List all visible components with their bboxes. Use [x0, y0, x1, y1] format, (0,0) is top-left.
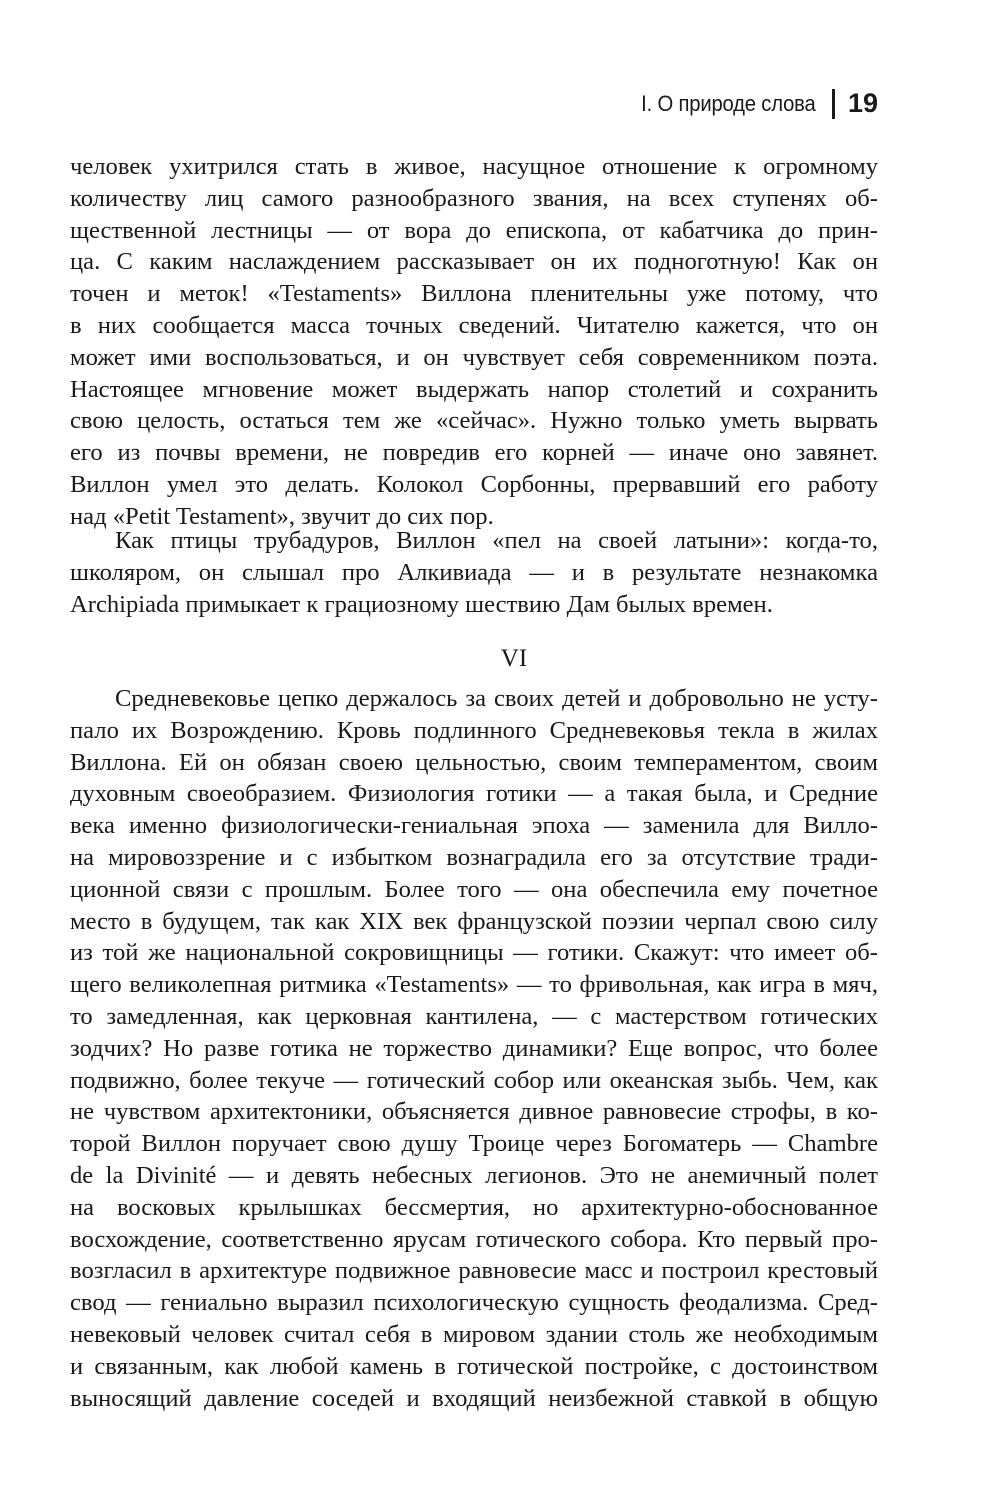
text-line: восхождение, соответственно ярусам готического собора. Кто первый про-	[70, 1225, 878, 1253]
text-line: торой Виллон поручает свою душу Троице через Богоматерь — Chambre	[70, 1130, 878, 1158]
text-line: человек ухитрился стать в живое, насущное отношение к огромному	[70, 153, 878, 180]
text-line: из той же национальной сокровищницы — готики. Скажут: что имеет об-	[70, 939, 878, 967]
text-line: Виллон умел это делать. Колокол Сорбонны, прервавший его работу	[70, 470, 878, 498]
text-line: то замедленная, как церковная кантилена, — с мастерством готических	[70, 1002, 878, 1030]
text-line: свою целость, остаться тем же «сейчас». Нужно только уметь вырвать	[70, 407, 878, 435]
text-line: выносящий давление соседей и входящий неизбежной ставкой в общую	[70, 1384, 878, 1412]
text-line: место в будущем, так как XIX век французской поэзии черпал свою силу	[70, 907, 878, 935]
text-line: Средневековье цепко держалось за своих детей и добровольно не усту-	[115, 685, 878, 712]
text-line: возгласил в архитектуре подвижное равновесие масс и построил крестовый	[70, 1257, 878, 1285]
text-line: школяром, он слышал про Алкивиада — и в результате незнакомка	[70, 558, 878, 586]
text-line: Archipiada примыкает к грациозному шествию Дам былых времен.	[70, 590, 773, 618]
text-line: Как птицы трубадуров, Виллон «пел на своей латыни»: когда-то,	[115, 527, 878, 554]
text-line: точен и меток! «Testaments» Виллона пленительны уже потому, что	[70, 280, 878, 308]
text-line: духовным своеобразием. Физиология готики — а такая была, и Средние	[70, 780, 878, 808]
text-line: зодчих? Но разве готика не торжество динамики? Еще вопрос, что более	[70, 1034, 878, 1062]
text-line: de la Divinité — и девять небесных легионов. Это не анемичный полет	[70, 1161, 878, 1189]
text-line: его из почвы времени, не повредив его корней — иначе оно завянет.	[70, 439, 878, 467]
paragraph-2	[70, 525, 878, 620]
running-head-divider	[832, 89, 835, 119]
text-line: количеству лиц самого разнообразного звания, на всех ступенях об-	[70, 184, 878, 212]
paragraph-3	[70, 683, 878, 1414]
text-line: Виллона. Ей он обязан своею цельностью, своим темпераментом, своим	[70, 748, 878, 776]
text-line: не чувством архитектоники, объясняется дивное равновесие строфы, в ко-	[70, 1098, 878, 1126]
text-line: над «Petit Testament», звучит до сих пор.	[70, 502, 494, 530]
text-line: подвижно, более текуче — готический собор или океанская зыбь. Чем, как	[70, 1066, 878, 1094]
text-line: ца. С каким наслаждением рассказывает он их подноготную! Как он	[70, 248, 878, 276]
text-line: в них сообщается масса точных сведений. Читателю кажется, что он	[70, 311, 878, 339]
text-line: щего великолепная ритмика «Testaments» — то фривольная, как игра в мяч,	[70, 971, 878, 999]
text-line: свод — гениально выразил психологическую сущность феодализма. Сред-	[70, 1289, 878, 1317]
text-line: щественной лестницы — от вора до епископа, от кабатчика до прин-	[70, 216, 878, 244]
text-line: невековый человек считал себя в мировом здании столь же необходимым	[70, 1320, 878, 1348]
text-line: на мировоззрение и с избытком вознаградила его за отсутствие тради-	[70, 843, 878, 871]
chapter-heading: VI	[500, 645, 528, 672]
text-line: ционной связи с прошлым. Более того — она обеспечила ему почетное	[70, 875, 878, 903]
text-line: может ими воспользоваться, и он чувствует себя современником поэта.	[70, 343, 878, 371]
text-line: Настоящее мгновение может выдержать напор столетий и сохранить	[70, 375, 878, 403]
running-head	[626, 88, 878, 119]
text-line: века именно физиологически-гениальная эпоха — заменила для Вилло-	[70, 812, 878, 840]
page-number: 19	[847, 88, 878, 118]
text-line: на восковых крылышках бессмертия, но архитектурно-обоснованное	[70, 1193, 878, 1221]
text-line: и связанным, как любой камень в готической постройке, с достоинством	[70, 1352, 878, 1380]
text-line: пало их Возрождению. Кровь подлинного Средневековья текла в жилах	[70, 716, 878, 744]
running-head-title: I. О природе слова	[641, 90, 816, 116]
paragraph-1	[70, 151, 878, 533]
